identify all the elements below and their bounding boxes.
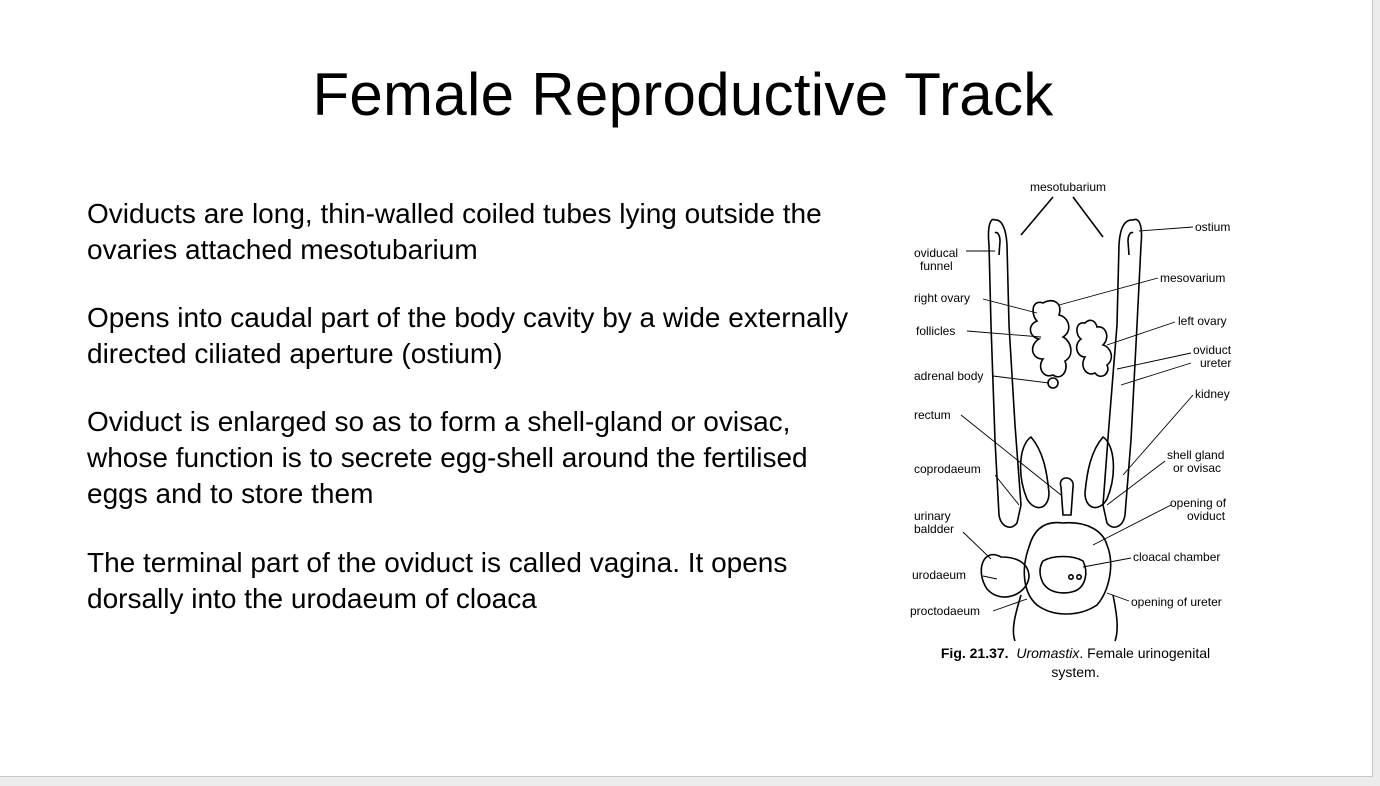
slide-title: Female Reproductive Track	[312, 61, 1054, 128]
caption-fig-number: Fig. 21.37.	[940, 645, 1009, 661]
label-adrenal-body: adrenal body	[914, 369, 984, 383]
paragraph-vagina: The terminal part of the oviduct is called vagina. It opens dorsally into the urodaeum of cloaca	[87, 547, 788, 614]
label-opening-of-oviduct-2: oviduct	[1187, 509, 1226, 523]
label-follicles: follicles	[916, 324, 956, 338]
label-shell-gland-2: or ovisac	[1173, 461, 1222, 475]
label-mesovarium: mesovarium	[1160, 271, 1226, 285]
diagram-drawing	[903, 175, 1248, 645]
label-rectum: rectum	[914, 408, 951, 422]
label-urinary-1: urinary	[914, 509, 951, 523]
caption-genus: Uromastix	[1016, 645, 1080, 661]
paragraph-oviducts: Oviducts are long, thin-walled coiled tubes lying outside the ovaries attached mesotubarium	[87, 198, 822, 265]
caption-rest: . Female urinogenital	[1079, 645, 1211, 661]
label-kidney: kidney	[1195, 387, 1230, 401]
label-oviducal-funnel-1: oviducal	[914, 246, 959, 260]
label-urodaeum: urodaeum	[912, 568, 967, 582]
slide-body	[87, 196, 867, 649]
label-right-ovary: right ovary	[914, 291, 971, 305]
label-proctodaeum: proctodaeum	[910, 604, 981, 618]
caption-line-1	[903, 644, 1248, 663]
label-opening-of-ureter: opening of ureter	[1131, 595, 1222, 609]
paragraph-ostium: Opens into caudal part of the body cavity by a wide externally directed ciliated aperture (ostium)	[87, 302, 849, 369]
anatomy-outline	[981, 197, 1141, 641]
label-urinary-2: baldder	[914, 522, 955, 536]
label-ostium: ostium	[1195, 220, 1231, 234]
label-oviduct: oviduct	[1193, 343, 1232, 357]
label-opening-of-oviduct-1: opening of	[1170, 496, 1227, 510]
label-left-ovary: left ovary	[1178, 314, 1227, 328]
label-ureter: ureter	[1200, 356, 1232, 370]
figure-caption	[903, 644, 1248, 682]
uromastix-diagram	[903, 175, 1248, 695]
label-oviducal-funnel-2: funnel	[920, 259, 953, 273]
label-mesotubarium: mesotubarium	[1030, 180, 1107, 194]
label-coprodaeum: coprodaeum	[914, 462, 981, 476]
caption-line-2: system.	[1051, 664, 1100, 680]
paragraph-shell-gland: Oviduct is enlarged so as to form a shell-gland or ovisac, whose function is to secrete egg-shell around the fertilised eggs and to store them	[87, 406, 808, 509]
diagram-labels	[910, 180, 1232, 618]
label-cloacal-chamber: cloacal chamber	[1133, 550, 1221, 564]
label-shell-gland-1: shell gland	[1167, 448, 1225, 462]
